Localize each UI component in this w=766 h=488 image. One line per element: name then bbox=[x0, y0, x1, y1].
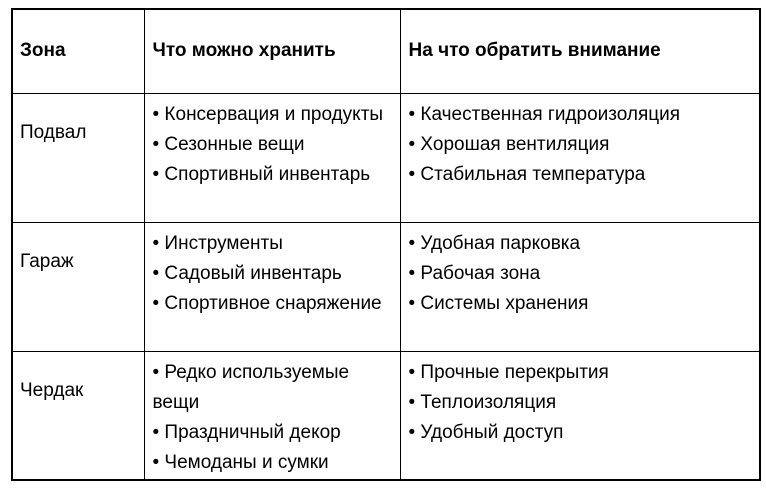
store-items-cell bbox=[144, 351, 400, 480]
bullet-item: • Сезонные вещи bbox=[152, 133, 305, 155]
bullet-item: • Удобная парковка bbox=[408, 232, 581, 254]
bullet-item: • Прочные перекрытия bbox=[408, 361, 609, 383]
attention-items-cell bbox=[400, 222, 760, 351]
bullet-item: • Чемоданы и сумки bbox=[152, 451, 329, 473]
bullet-item: • Праздничный декор bbox=[152, 421, 341, 443]
store-items-cell bbox=[144, 93, 400, 222]
header-store: Что можно хранить bbox=[144, 9, 400, 93]
bullet-item: • Качественная гидроизоляция bbox=[408, 103, 681, 125]
table-row bbox=[12, 93, 760, 222]
header-row bbox=[12, 9, 760, 93]
storage-zones-table bbox=[11, 8, 761, 481]
header-attention: На что обратить внимание bbox=[400, 9, 760, 93]
zone-cell: Гараж bbox=[12, 222, 144, 351]
bullet-item: • Удобный доступ bbox=[408, 421, 564, 443]
bullet-item: • Теплоизоляция bbox=[408, 391, 557, 413]
store-items-cell bbox=[144, 222, 400, 351]
bullet-item: • Инструменты bbox=[152, 232, 283, 254]
bullet-item: • Консервация и продукты bbox=[152, 103, 384, 125]
zone-cell: Подвал bbox=[12, 93, 144, 222]
bullet-item: • Рабочая зона bbox=[408, 262, 541, 284]
table-body bbox=[12, 93, 760, 480]
table-header bbox=[12, 9, 760, 93]
bullet-item: • Садовый инвентарь bbox=[152, 262, 342, 284]
table-row bbox=[12, 222, 760, 351]
bullet-item: • Редко используемые вещи bbox=[152, 361, 350, 413]
bullet-item: • Стабильная температура bbox=[408, 163, 646, 185]
table-row bbox=[12, 351, 760, 480]
attention-items-cell bbox=[400, 351, 760, 480]
bullet-item: • Хорошая вентиляция bbox=[408, 133, 610, 155]
attention-items-cell bbox=[400, 93, 760, 222]
bullet-item: • Системы хранения bbox=[408, 292, 589, 314]
zone-cell: Чердак bbox=[12, 351, 144, 480]
bullet-item: • Спортивный инвентарь bbox=[152, 163, 371, 185]
header-zone: Зона bbox=[12, 9, 144, 93]
bullet-item: • Спортивное снаряжение bbox=[152, 292, 382, 314]
